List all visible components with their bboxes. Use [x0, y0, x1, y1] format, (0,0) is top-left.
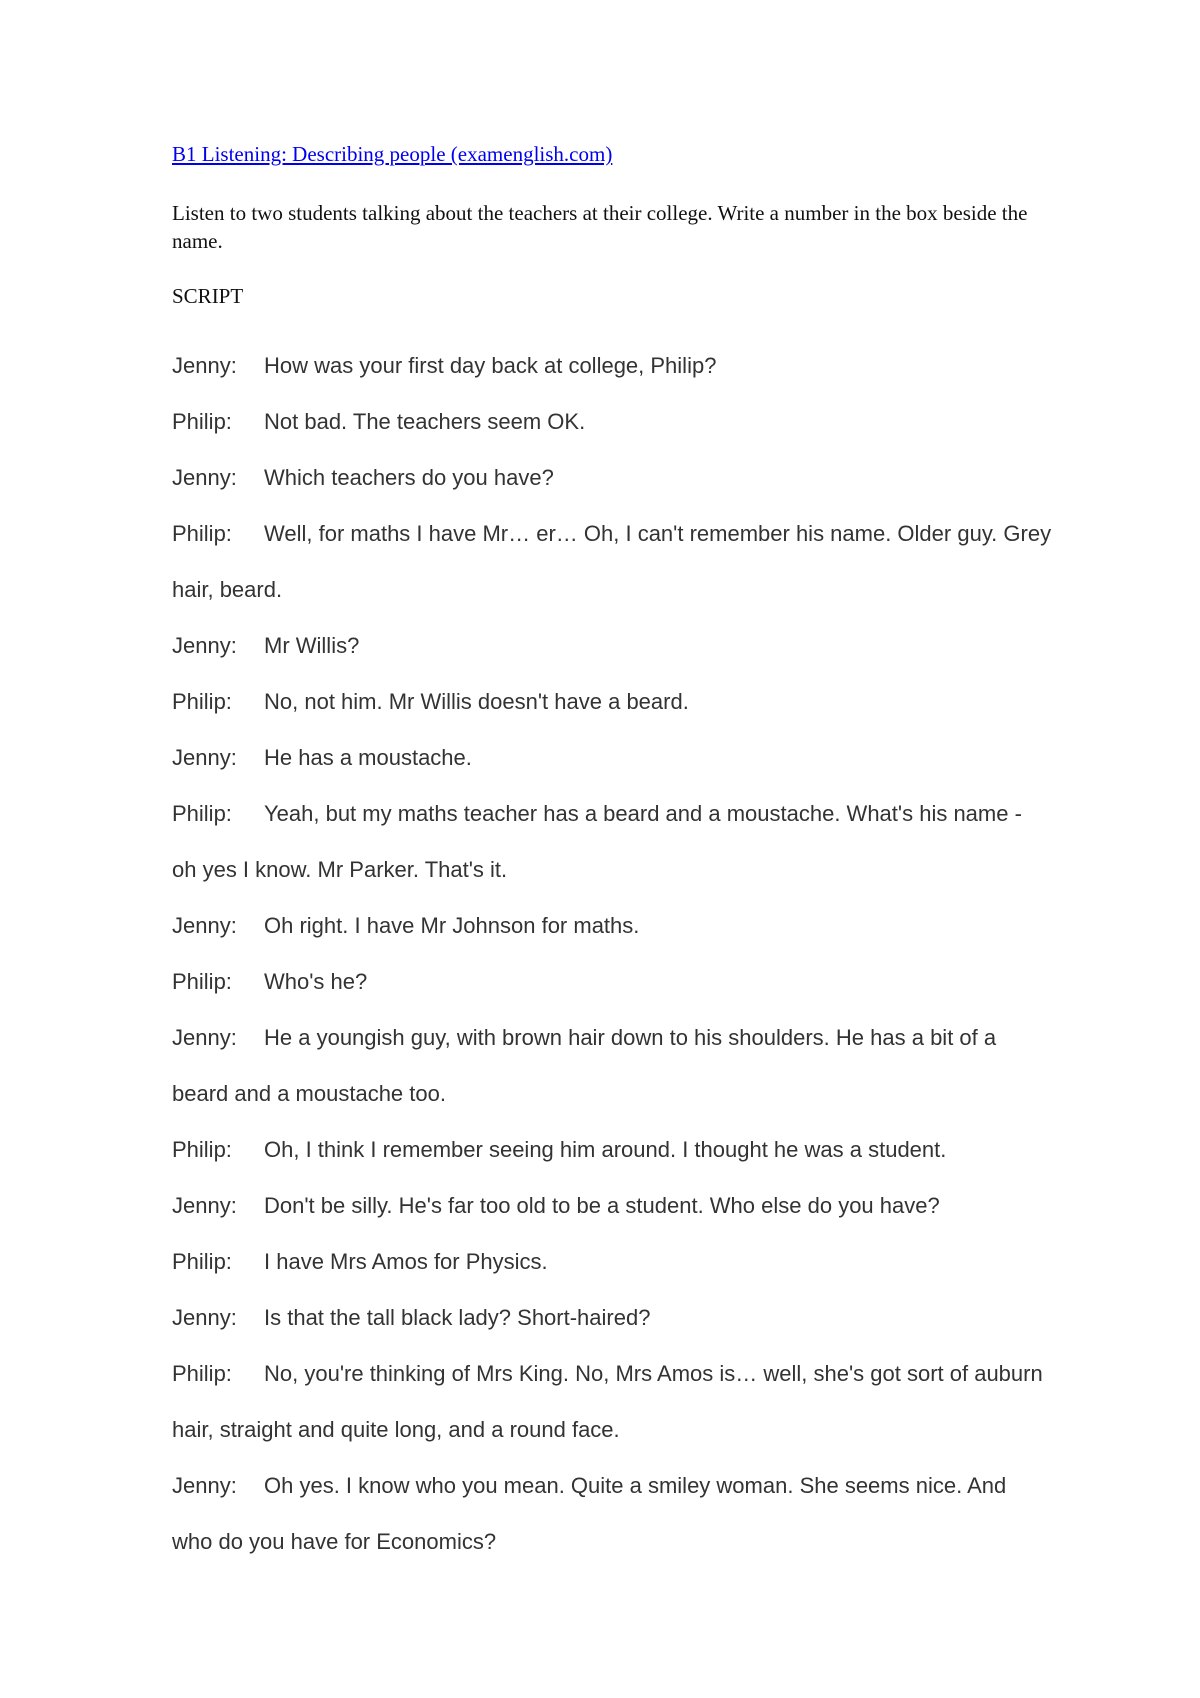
speaker-name: Philip: [172, 689, 232, 714]
dialogue-line [172, 1458, 1052, 1570]
script-heading: SCRIPT [172, 284, 244, 308]
speaker-name: Philip: [172, 521, 232, 546]
speaker-name: Jenny: [172, 353, 237, 378]
dialogue-text: Well, for maths I have Mr… er… Oh, I can't remember his name. Older guy. Grey hair, beard. [172, 521, 1052, 602]
speaker-name: Philip: [172, 1249, 232, 1274]
speaker-name: Philip: [172, 1361, 232, 1386]
dialogue-line [172, 1234, 1052, 1290]
speaker-name: Philip: [172, 409, 232, 434]
dialogue-text: Oh, I think I remember seeing him around. I thought he was a student. [264, 1137, 947, 1162]
dialogue-text: Oh yes. I know who you mean. Quite a smiley woman. She seems nice. And who do you have for Economics? [172, 1473, 1007, 1554]
dialogue-line [172, 394, 1052, 450]
dialogue-line [172, 786, 1052, 898]
dialogue-line [172, 618, 1052, 674]
dialogue-line [172, 506, 1052, 618]
dialogue-line [172, 1122, 1052, 1178]
dialogue-text: Not bad. The teachers seem OK. [264, 409, 586, 434]
dialogue-line [172, 954, 1052, 1010]
dialogue-text: No, not him. Mr Willis doesn't have a beard. [264, 689, 689, 714]
speaker-name: Philip: [172, 1137, 232, 1162]
dialogue-text: How was your first day back at college, Philip? [264, 353, 717, 378]
dialogue-list [172, 338, 1052, 1570]
dialogue-line [172, 1290, 1052, 1346]
dialogue-line [172, 1178, 1052, 1234]
dialogue-line [172, 338, 1052, 394]
speaker-name: Jenny: [172, 633, 237, 658]
dialogue-line [172, 898, 1052, 954]
speaker-name: Jenny: [172, 1193, 237, 1218]
dialogue-text: He a youngish guy, with brown hair down to his shoulders. He has a bit of a beard and a moustache too. [172, 1025, 997, 1106]
dialogue-text: No, you're thinking of Mrs King. No, Mrs Amos is… well, she's got sort of auburn hair, straight and quite long, and a round face. [172, 1361, 1043, 1442]
dialogue-text: He has a moustache. [264, 745, 472, 770]
dialogue-text: Don't be silly. He's far too old to be a student. Who else do you have? [264, 1193, 940, 1218]
speaker-name: Jenny: [172, 1305, 237, 1330]
speaker-name: Jenny: [172, 1025, 237, 1050]
dialogue-text: Is that the tall black lady? Short-haired? [264, 1305, 651, 1330]
speaker-name: Jenny: [172, 913, 237, 938]
dialogue-text: Yeah, but my maths teacher has a beard and a moustache. What's his name - oh yes I know. Mr Parker. That's it. [172, 801, 1022, 882]
document-title-link[interactable]: B1 Listening: Describing people (examenglish.com) [172, 142, 613, 166]
speaker-name: Jenny: [172, 745, 237, 770]
dialogue-text: Which teachers do you have? [264, 465, 554, 490]
dialogue-line [172, 1346, 1052, 1458]
dialogue-line [172, 674, 1052, 730]
dialogue-text: Mr Willis? [264, 633, 360, 658]
dialogue-text: Oh right. I have Mr Johnson for maths. [264, 913, 640, 938]
speaker-name: Jenny: [172, 1473, 237, 1498]
speaker-name: Philip: [172, 969, 232, 994]
dialogue-line [172, 730, 1052, 786]
instructions-text: Listen to two students talking about the teachers at their college. Write a number in the box beside the name. [172, 201, 1028, 253]
dialogue-text: I have Mrs Amos for Physics. [264, 1249, 548, 1274]
dialogue-line [172, 450, 1052, 506]
dialogue-line [172, 1010, 1052, 1122]
speaker-name: Jenny: [172, 465, 237, 490]
dialogue-text: Who's he? [264, 969, 368, 994]
speaker-name: Philip: [172, 801, 232, 826]
